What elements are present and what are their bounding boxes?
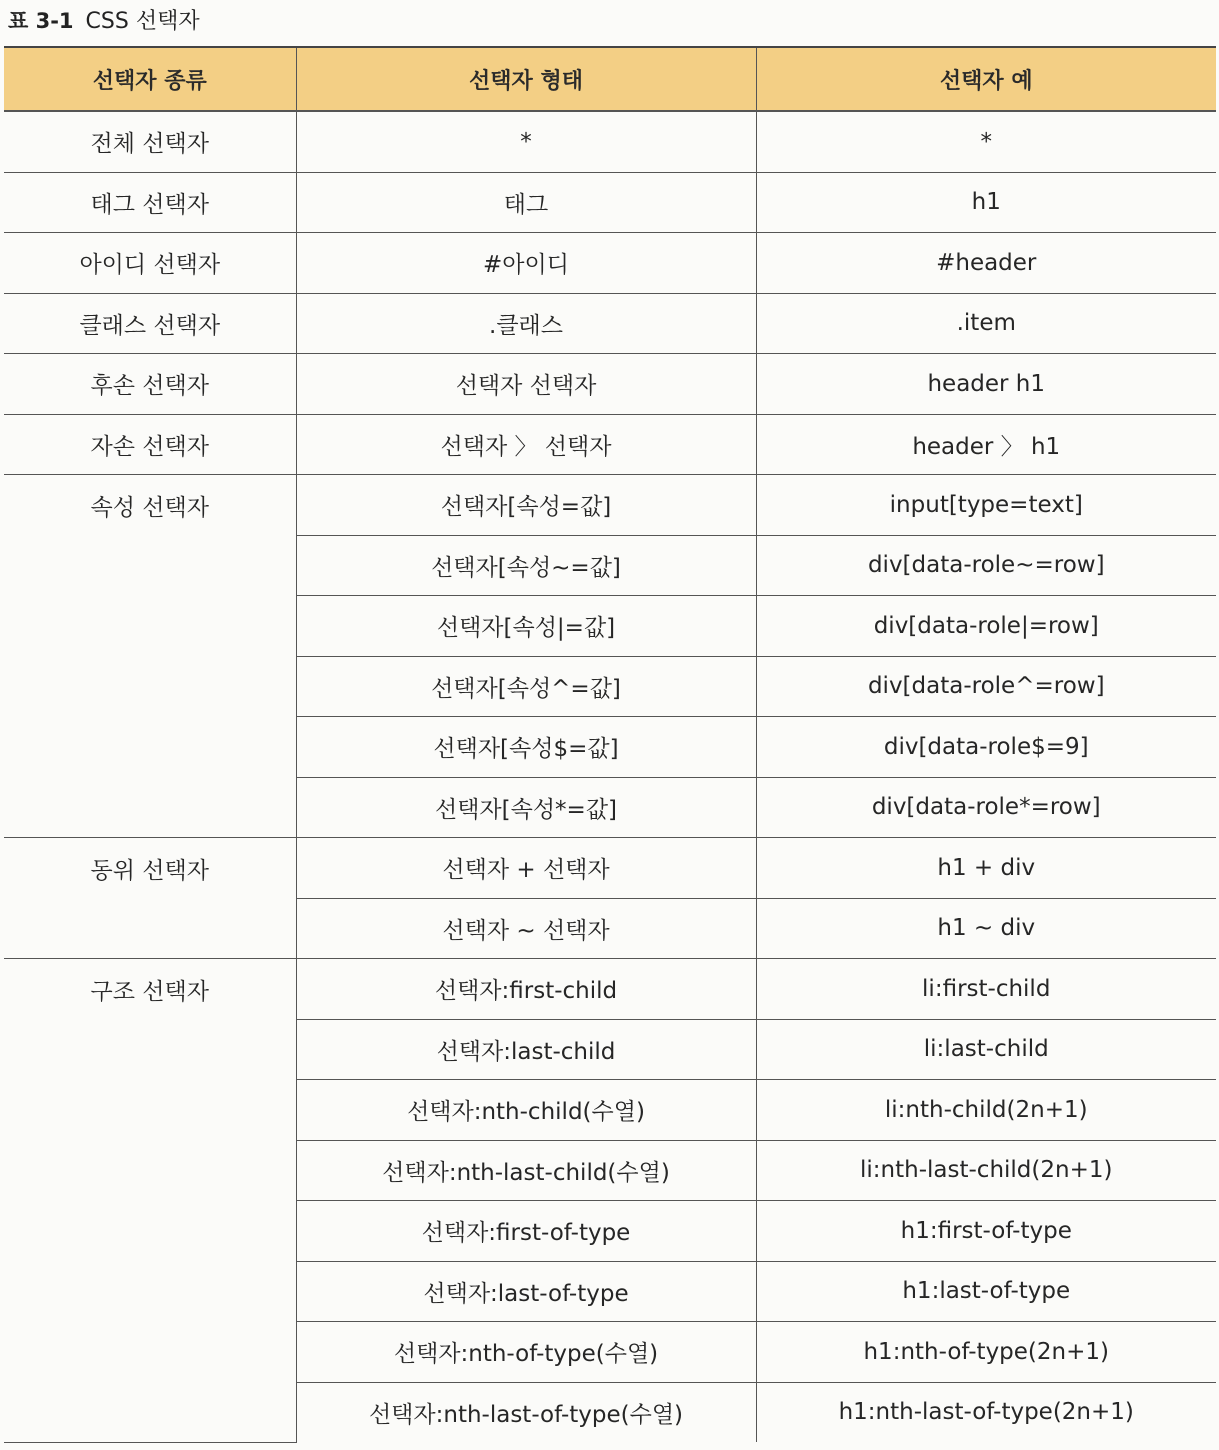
table-title: CSS 선택자 [85, 9, 200, 34]
selector-example-cell: h1 ~ div [756, 898, 1216, 959]
selector-form-cell: 선택자 〉 선택자 [296, 414, 756, 475]
selector-example-cell: div[data-role*=row] [756, 777, 1216, 838]
selector-form-cell: .클래스 [296, 293, 756, 354]
table-caption [8, 4, 200, 38]
selector-example-cell: div[data-role~=row] [756, 535, 1216, 596]
table-row [4, 172, 1216, 233]
selector-form-cell: 선택자[속성=값] [296, 475, 756, 536]
table-header-row [4, 47, 1216, 111]
table-row [4, 233, 1216, 294]
header-selector-kind: 선택자 종류 [4, 47, 296, 111]
selector-kind-cell: 구조 선택자 [4, 959, 296, 1443]
selector-example-cell: header 〉 h1 [756, 414, 1216, 475]
selector-kind-cell: 자손 선택자 [4, 414, 296, 475]
selector-form-cell: 선택자:first-child [296, 959, 756, 1020]
selector-form-cell: 선택자[속성$=값] [296, 717, 756, 778]
table-row [4, 414, 1216, 475]
selector-kind-cell: 동위 선택자 [4, 838, 296, 959]
selector-example-cell: h1:nth-last-of-type(2n+1) [756, 1382, 1216, 1442]
selector-form-cell: 선택자:first-of-type [296, 1201, 756, 1262]
selector-example-cell: div[data-role^=row] [756, 656, 1216, 717]
table-row [4, 111, 1216, 172]
selector-form-cell: 선택자 ~ 선택자 [296, 898, 756, 959]
selector-form-cell: 선택자[속성|=값] [296, 596, 756, 657]
selector-form-cell: 선택자[속성*=값] [296, 777, 756, 838]
selector-example-cell: * [756, 111, 1216, 172]
selector-example-cell: li:first-child [756, 959, 1216, 1020]
selector-form-cell: 선택자[속성^=값] [296, 656, 756, 717]
selector-form-cell: 태그 [296, 172, 756, 233]
selector-form-cell: 선택자:last-child [296, 1019, 756, 1080]
selector-kind-cell: 태그 선택자 [4, 172, 296, 233]
selector-kind-cell: 클래스 선택자 [4, 293, 296, 354]
selector-form-cell: 선택자 선택자 [296, 354, 756, 415]
selector-example-cell: li:nth-last-child(2n+1) [756, 1140, 1216, 1201]
selector-example-cell: input[type=text] [756, 475, 1216, 536]
selector-example-cell: li:nth-child(2n+1) [756, 1080, 1216, 1141]
header-selector-form: 선택자 형태 [296, 47, 756, 111]
table-row [4, 959, 1216, 1020]
selector-example-cell: h1:first-of-type [756, 1201, 1216, 1262]
selector-kind-cell: 전체 선택자 [4, 111, 296, 172]
table-row [4, 838, 1216, 899]
table-row [4, 293, 1216, 354]
selector-example-cell: li:last-child [756, 1019, 1216, 1080]
selector-form-cell: 선택자:nth-last-child(수열) [296, 1140, 756, 1201]
selector-form-cell: 선택자:nth-last-of-type(수열) [296, 1382, 756, 1442]
selector-form-cell: 선택자 + 선택자 [296, 838, 756, 899]
selector-form-cell: 선택자:last-of-type [296, 1261, 756, 1322]
header-selector-example: 선택자 예 [756, 47, 1216, 111]
selector-example-cell: h1 [756, 172, 1216, 233]
table-number: 표 3-1 [8, 9, 74, 33]
selector-example-cell: .item [756, 293, 1216, 354]
selector-kind-cell: 아이디 선택자 [4, 233, 296, 294]
css-selector-table [4, 46, 1216, 1443]
selector-form-cell: 선택자:nth-of-type(수열) [296, 1322, 756, 1383]
selector-kind-cell: 속성 선택자 [4, 475, 296, 838]
selector-form-cell: #아이디 [296, 233, 756, 294]
selector-kind-cell: 후손 선택자 [4, 354, 296, 415]
table-row [4, 475, 1216, 536]
selector-example-cell: div[data-role|=row] [756, 596, 1216, 657]
selector-example-cell: h1:last-of-type [756, 1261, 1216, 1322]
table-body [4, 111, 1216, 1442]
selector-form-cell: 선택자:nth-child(수열) [296, 1080, 756, 1141]
selector-example-cell: div[data-role$=9] [756, 717, 1216, 778]
selector-form-cell: * [296, 111, 756, 172]
selector-example-cell: header h1 [756, 354, 1216, 415]
selector-form-cell: 선택자[속성~=값] [296, 535, 756, 596]
selector-example-cell: #header [756, 233, 1216, 294]
selector-example-cell: h1:nth-of-type(2n+1) [756, 1322, 1216, 1383]
table-row [4, 354, 1216, 415]
selector-example-cell: h1 + div [756, 838, 1216, 899]
